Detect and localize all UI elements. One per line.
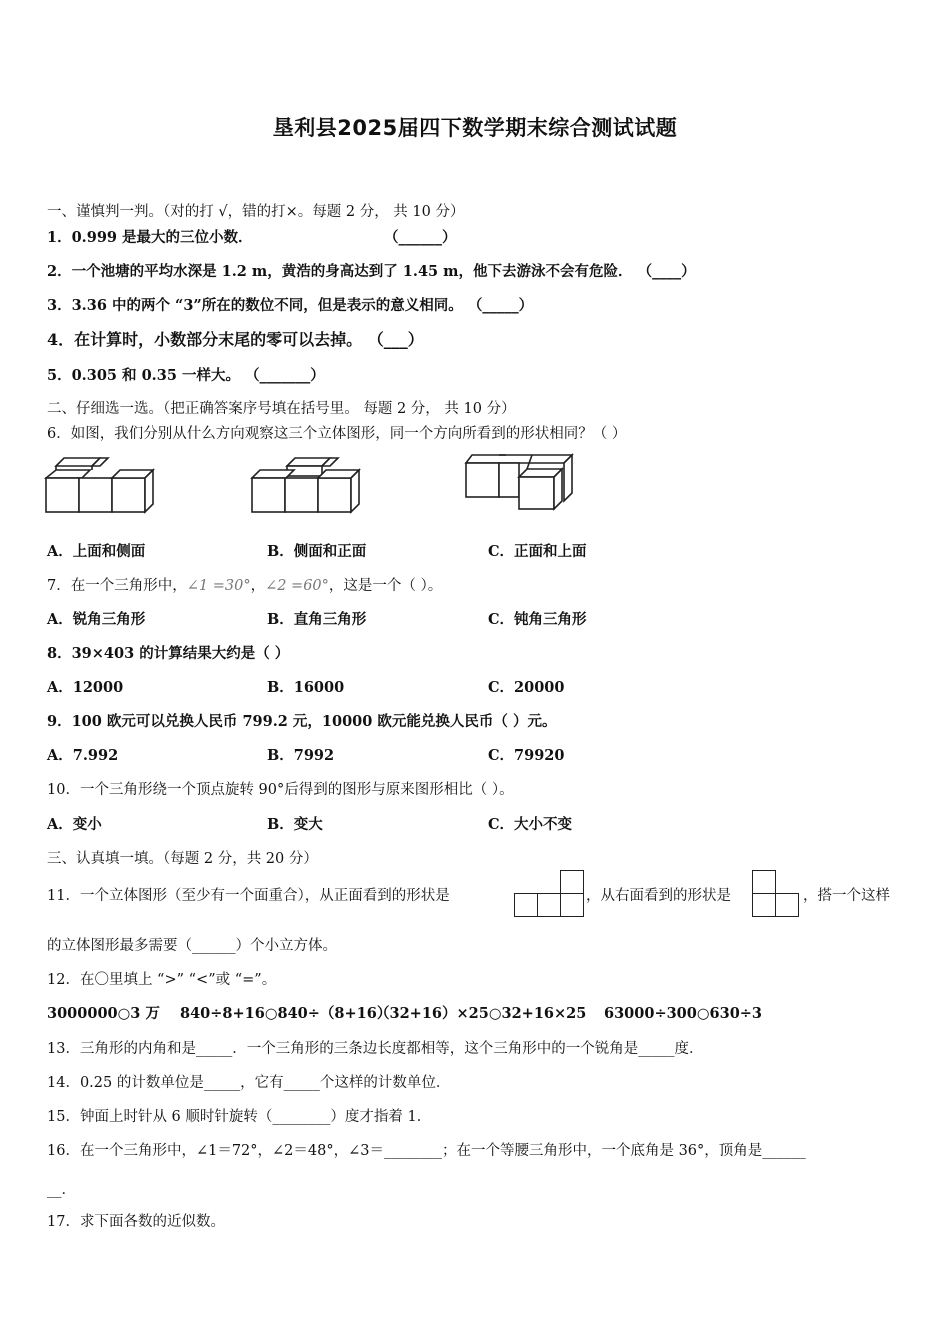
question-6: 6．如图，我们分别从什么方向观察这三个立体图形，同一个方向所看到的形状相同？（ ） <box>47 426 627 442</box>
q5-text: 0.305 和 0.35 一样大。 <box>71 367 240 384</box>
q6-option-a[interactable]: A．上面和侧面 <box>47 543 146 560</box>
q10-option-c[interactable]: C．大小不变 <box>488 816 573 833</box>
q9-option-c[interactable]: C．79920 <box>488 747 565 764</box>
question-2 <box>47 262 696 282</box>
q7-angle-2: ∠2 =60° <box>265 578 329 594</box>
question-7 <box>47 576 442 596</box>
q11-text-end: ，搭一个这样 <box>803 888 890 904</box>
question-14: 14．0.25 的计数单位是_____，它有_____个这样的计数单位． <box>47 1075 451 1091</box>
question-5 <box>47 366 325 386</box>
q12-item-4: 63000÷300○630÷3 <box>604 1005 763 1022</box>
q3-number: 3． <box>47 297 72 314</box>
cube-figure-1 <box>44 456 158 516</box>
question-10: 10．一个三角形绕一个顶点旋转 90°后得到的图形与原来图形相比（ ）。 <box>47 782 514 798</box>
section1-heading: 一、谨慎判一判。（对的打 √，错的打×。每题 2 分， 共 10 分） <box>47 204 465 220</box>
q11-text-middle: ，从右面看到的形状是 <box>586 888 731 904</box>
q1-answer-blank[interactable]: （______） <box>384 229 457 246</box>
q8-option-a[interactable]: A．12000 <box>47 679 124 696</box>
q7-angle-1: ∠1 =30° <box>186 578 251 594</box>
q3-text: 3.36 中的两个 “3”所在的数位不同，但是表示的意义相同。 <box>71 297 463 314</box>
q10-option-a[interactable]: A．变小 <box>47 816 102 833</box>
q7-option-a[interactable]: A．锐角三角形 <box>47 611 146 628</box>
cube-figure-3 <box>464 452 578 512</box>
question-17: 17．求下面各数的近似数。 <box>47 1214 225 1230</box>
q7-option-c[interactable]: C．钝角三角形 <box>488 611 587 628</box>
question-4 <box>47 330 424 350</box>
q12-item-1: 3000000○3 万 <box>47 1005 160 1022</box>
question-9: 9．100 欧元可以兑换人民币 799.2 元，10000 欧元能兑换人民币（ ）元。 <box>47 713 557 730</box>
q9-option-b[interactable]: B．7992 <box>267 747 335 764</box>
q2-text: 一个池塘的平均水深是 1.2 m，黄浩的身高达到了 1.45 m，他下去游泳不会有危险． <box>71 263 633 280</box>
q12-item-2: 840÷8+16○840÷（8+16） <box>180 1005 392 1022</box>
q6-option-b[interactable]: B．侧面和正面 <box>267 543 367 560</box>
section2-heading: 二、仔细选一选。（把正确答案序号填在括号里。 每题 2 分， 共 10 分） <box>47 401 516 417</box>
cube-figure-2 <box>250 456 364 516</box>
q7-text-end: ，这是一个（ ）。 <box>328 578 443 594</box>
question-16: 16．在一个三角形中，∠1＝72°，∠2＝48°，∠3＝________；在一个等腰三角形中，一个底角是 36°，顶角是______ <box>47 1143 806 1159</box>
q8-option-b[interactable]: B．16000 <box>267 679 345 696</box>
question-16-continued: __． <box>47 1182 76 1198</box>
question-13: 13．三角形的内角和是_____．一个三角形的三条边长度都相等，这个三角形中的一个锐角是_____度． <box>47 1041 704 1057</box>
question-15: 15．钟面上时针从 6 顺时针旋转（________）度才指着 1． <box>47 1109 432 1125</box>
question-8: 8．39×403 的计算结果大约是（ ） <box>47 645 290 662</box>
q5-answer-blank[interactable]: （_______） <box>245 367 325 384</box>
q12-item-3: （32+16）×25○32+16×25 <box>375 1005 587 1022</box>
q7-separator: ， <box>250 578 266 594</box>
q1-text: 0.999 是最大的三位小数． <box>71 229 253 246</box>
q11-right-view <box>752 870 800 917</box>
q11-text-continued: 的立体图形最多需要（______）个小立方体。 <box>47 938 337 954</box>
q2-answer-blank[interactable]: （____） <box>637 263 696 280</box>
q4-number: 4． <box>47 330 75 349</box>
q5-number: 5． <box>47 367 72 384</box>
q1-number: 1． <box>47 229 72 246</box>
q9-option-a[interactable]: A．7.992 <box>47 747 119 764</box>
question-3 <box>47 296 533 316</box>
q7-option-b[interactable]: B．直角三角形 <box>267 611 367 628</box>
question-12: 12．在〇里填上 “>” “<”或 “=”。 <box>47 972 277 988</box>
q4-text: 在计算时，小数部分末尾的零可以去掉。 <box>74 330 363 349</box>
q10-option-b[interactable]: B．变大 <box>267 816 323 833</box>
q6-option-c[interactable]: C．正面和上面 <box>488 543 587 560</box>
q4-answer-blank[interactable]: （___） <box>367 330 424 349</box>
q3-answer-blank[interactable]: （_____） <box>467 297 534 314</box>
q2-number: 2． <box>47 263 72 280</box>
q11-text-start: 11．一个立体图形（至少有一个面重合），从正面看到的形状是 <box>47 888 450 904</box>
page-title: 垦利县2025届四下数学期末综合测试试题 <box>272 116 678 140</box>
question-1 <box>47 228 457 248</box>
q7-text-start: 7．在一个三角形中， <box>47 578 187 594</box>
section3-heading: 三、认真填一填。（每题 2 分，共 20 分） <box>47 851 318 867</box>
q8-option-c[interactable]: C．20000 <box>488 679 565 696</box>
q11-front-view <box>514 870 584 917</box>
